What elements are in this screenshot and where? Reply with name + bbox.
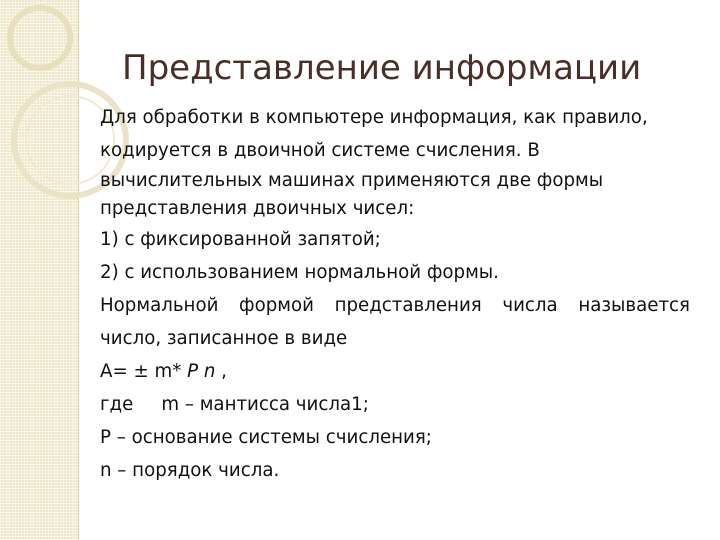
slide-title: Представление информации (122, 48, 642, 88)
text-line-11: P – основание системы счисления; (100, 427, 432, 448)
text-line-2: кодируется в двоичной системе счисления. В (100, 140, 540, 161)
where-line (100, 388, 690, 421)
formula-prefix: А= ± m* (100, 361, 188, 382)
text-line-7: Нормальной формой представления числа называется (100, 295, 690, 316)
text-line-1: Для обработки в компьютере информация, как правило, (100, 107, 648, 128)
where-word: где (100, 394, 134, 415)
text-line-8: число, записанное в виде (100, 328, 348, 349)
text-line-12: n – порядок числа. (100, 460, 280, 481)
formula-italic: P n (187, 361, 216, 382)
text-line-4: представления двоичных чисел: (100, 198, 415, 219)
formula-suffix: , (215, 361, 227, 382)
formula-line (100, 355, 690, 388)
where-definition: m – мантисса числа1; (161, 394, 369, 415)
list-item-1: 1) с фиксированной запятой; (100, 229, 381, 250)
text-line-3: вычислительных машинах применяются две формы (100, 170, 604, 191)
deco-circle-small (10, 8, 70, 68)
list-item-2: 2) с использованием нормальной формы. (100, 262, 499, 283)
slide-body (100, 101, 690, 487)
